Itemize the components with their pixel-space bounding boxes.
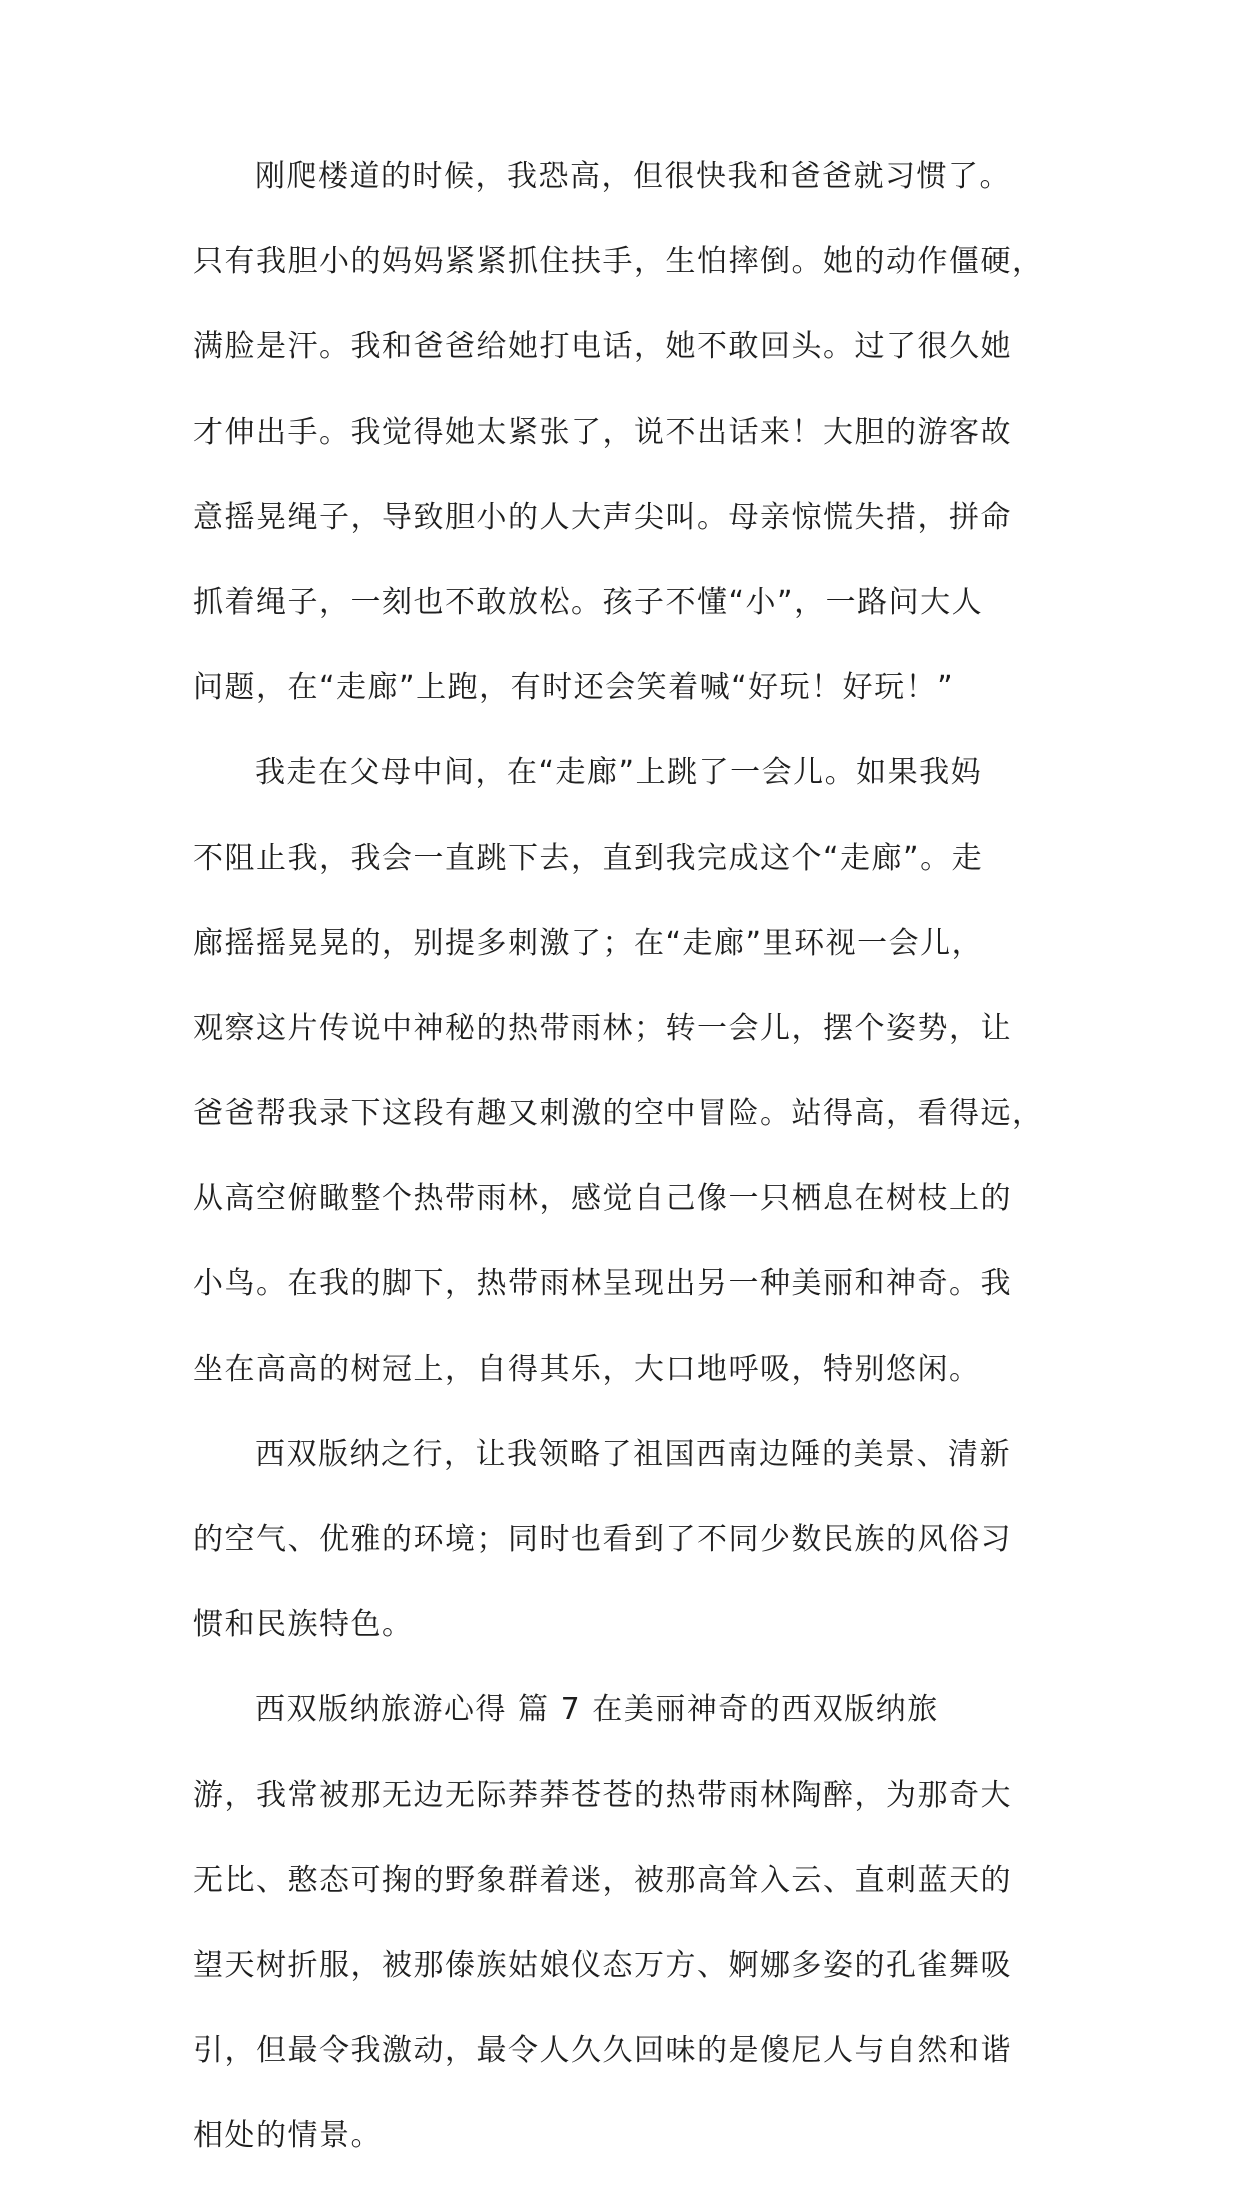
paragraph-1-line-7: 问题，在“走廊”上跑，有时还会笑着喊“好玩！好玩！” — [193, 670, 955, 706]
paragraph-2-line-2: 不阻止我，我会一直跳下去，直到我完成这个“走廊”。走 — [193, 840, 984, 876]
paragraph-2-line-7: 小鸟。在我的脚下，热带雨林呈现出另一种美丽和神奇。我 — [193, 1266, 1012, 1302]
paragraph-1-line-3: 满脸是汗。我和爸爸给她打电话，她不敢回头。过了很久她 — [193, 329, 1012, 365]
document-body — [193, 156, 1053, 2201]
paragraph-1-line-6: 抓着绳子，一刻也不敢放松。孩子不懂“小”，一路问大人 — [193, 584, 984, 620]
paragraph-4-line-2: 游，我常被那无边无际莽莽苍苍的热带雨林陶醉，为那奇大 — [193, 1777, 1012, 1813]
paragraph-4-line-3: 无比、憨态可掬的野象群着迷，被那高耸入云、直刺蓝天的 — [193, 1862, 1012, 1898]
paragraph-3-line-3: 惯和民族特色。 — [193, 1607, 414, 1643]
paragraph-2-line-4: 观察这片传说中神秘的热带雨林；转一会儿，摆个姿势，让 — [193, 1010, 1012, 1046]
paragraph-3-line-1: 西双版纳之行，让我领略了祖国西南边陲的美景、清新 — [255, 1436, 1011, 1472]
paragraph-1-line-4: 才伸出手。我觉得她太紧张了，说不出话来！大胆的游客故 — [193, 414, 1012, 450]
paragraph-4-line-1: 西双版纳旅游心得 篇 7 在美丽神奇的西双版纳旅 — [255, 1692, 939, 1728]
paragraph-3-line-2: 的空气、优雅的环境；同时也看到了不同少数民族的风俗习 — [193, 1522, 1012, 1557]
paragraph-2-line-6: 从高空俯瞰整个热带雨林，感觉自己像一只栖息在树枝上的 — [193, 1181, 1012, 1217]
paragraph-4-line-6: 相处的情景。 — [193, 2118, 382, 2154]
paragraph-2-line-8: 坐在高高的树冠上，自得其乐，大口地呼吸，特别悠闲。 — [193, 1351, 981, 1387]
paragraph-1-line-5: 意摇晃绳子，导致胆小的人大声尖叫。母亲惊慌失措，拼命 — [193, 499, 1012, 535]
paragraph-2-line-1: 我走在父母中间，在“走廊”上跳了一会儿。如果我妈 — [255, 755, 983, 791]
paragraph-1-line-1: 刚爬楼道的时候，我恐高，但很快我和爸爸就习惯了。 — [255, 159, 1011, 194]
paragraph-1-line-2: 只有我胆小的妈妈紧紧抓住扶手，生怕摔倒。她的动作僵硬， — [193, 244, 1044, 280]
paragraph-4-line-5: 引，但最令我激动，最令人久久回味的是傻尼人与自然和谐 — [193, 2033, 1012, 2069]
paragraph-4-line-4: 望天树折服，被那傣族姑娘仪态万方、婀娜多姿的孔雀舞吸 — [193, 1947, 1012, 1983]
paragraph-2-line-3: 廊摇摇晃晃的，别提多刺激了；在“走廊”里环视一会儿， — [193, 925, 984, 961]
paragraph-2-line-5: 爸爸帮我录下这段有趣又刺激的空中冒险。站得高，看得远， — [193, 1096, 1044, 1132]
